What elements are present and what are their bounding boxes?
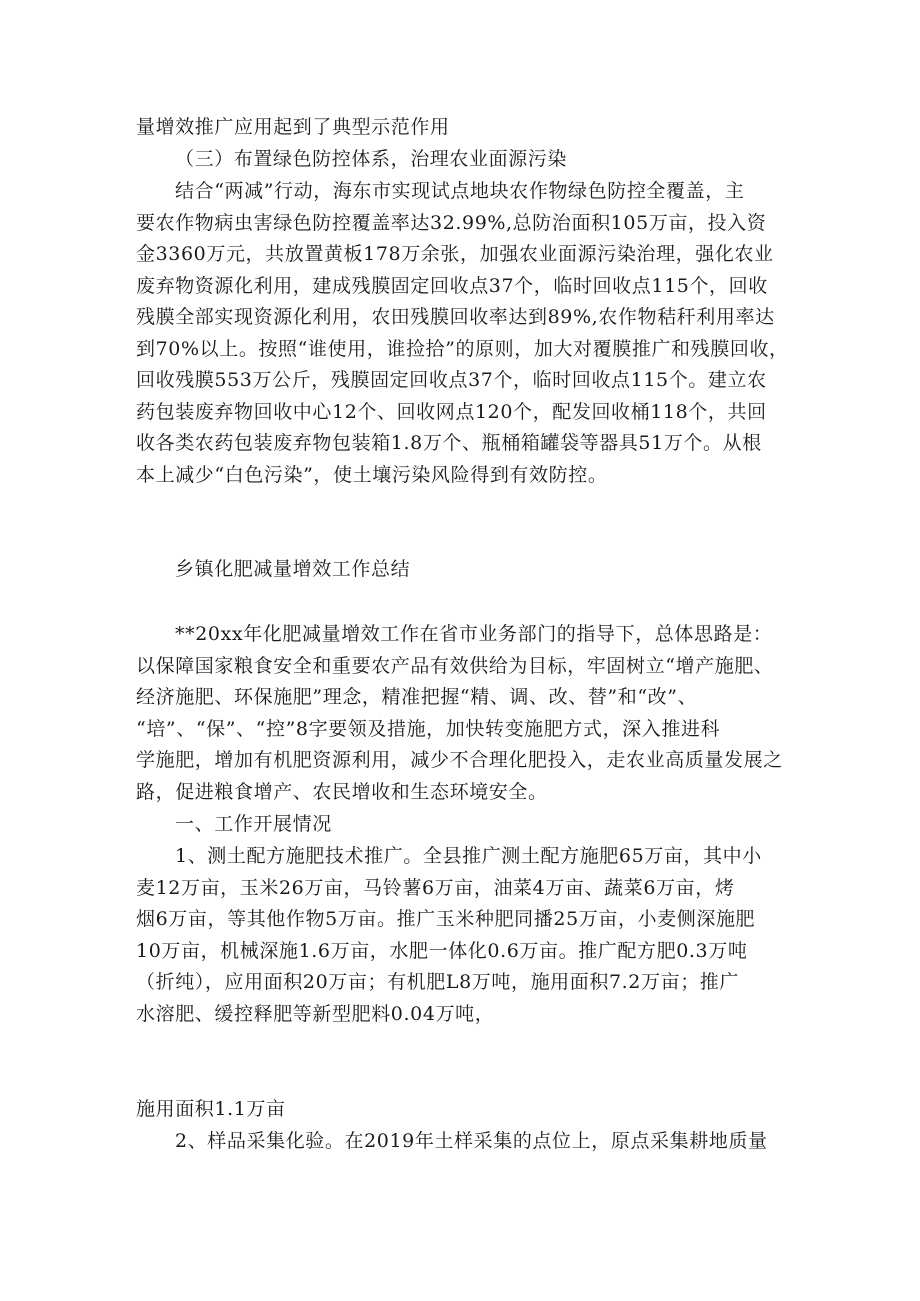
text-line: 残膜全部实现资源化利用，农田残膜回收率达到89%,农作物秸秆利用率达 [136, 306, 775, 328]
text-line: 路，促进粮食增产、农民增收和生态环境安全。 [136, 780, 548, 803]
text-line: 结合“两减”行动，海东市实现试点地块农作物绿色防控全覆盖，主 [175, 180, 745, 202]
text-line: 药包装废弃物回收中心12个、回收网点120个，配发回收桶118个，共回 [136, 400, 767, 423]
document-title: 乡镇化肥减量增效工作总结 [175, 558, 411, 580]
text-line: 量增效推广应用起到了典型示范作用 [136, 116, 450, 138]
section-heading-1: 一、工作开展情况 [175, 813, 332, 835]
text-line: 废弃物资源化利用，建成残膜固定回收点37个，临时回收点115个，回收 [136, 274, 768, 297]
text-line: （折纯），应用面积20万亩；有机肥L8万吨，施用面积7.2万亩；推广 [136, 971, 739, 993]
text-line: **20xx年化肥减量增效工作在省市业务部门的指导下，总体思路是： [175, 623, 773, 645]
text-line: 施用面积1.1万亩 [136, 1098, 286, 1120]
text-line: 学施肥，增加有机肥资源利用，减少不合理化肥投入，走农业高质量发展之 [136, 749, 783, 771]
text-line: 10万亩，机械深施1.6万亩，水肥一体化0.6万亩。推广配方肥0.3万吨 [136, 939, 748, 962]
paragraph-item-1-continued [136, 1094, 786, 1126]
text-line: 1、测土配方施肥技术推广。全县推广测土配方施肥65万亩，其中小 [175, 845, 762, 867]
paragraph-item-1 [136, 841, 786, 1030]
text-line: 麦12万亩，玉米26万亩，马铃薯6万亩，油菜4万亩、蔬菜6万亩，烤 [136, 876, 735, 899]
text-line: 水溶肥、缓控释肥等新型肥料0.04万吨， [136, 1002, 495, 1025]
text-line: 以保障国家粮食安全和重要农产品有效供给为目标，牢固树立“增产施肥、 [136, 654, 774, 677]
text-line: 收各类农药包装废弃物包装箱1.8万个、瓶桶箱罐袋等器具51万个。从根 [136, 432, 762, 454]
text-line: 2、样品采集化验。在2019年土样采集的点位上，原点采集耕地质量 [175, 1130, 768, 1152]
text-line: 经济施肥、环保施肥”理念，精准把握“精、调、改、替”和“改”、 [136, 686, 698, 708]
section-heading-3: （三）布置绿色防控体系，治理农业面源污染 [175, 148, 568, 170]
text-line: 本上减少“白色污染”，使土壤污染风险得到有效防控。 [136, 463, 608, 486]
paragraph-intro [136, 619, 786, 808]
text-line: 烟6万亩，等其他作物5万亩。推广玉米种肥同播25万亩，小麦侧深施肥 [136, 908, 756, 930]
paragraph-green-control [136, 176, 789, 491]
text-line: 到70%以上。按照“谁使用，谁捡拾”的原则，加大对覆膜推广和残膜回收， [136, 337, 789, 360]
text-line: 金3360万元，共放置黄板178万余张，加强农业面源污染治理，强化农业 [136, 243, 774, 265]
text-line: “培”、“保”、“控”8字要领及措施，加快转变施肥方式，深入推进科 [136, 717, 721, 740]
paragraph-item-2 [136, 1126, 786, 1158]
paragraph-fragment-top [136, 112, 786, 144]
text-line: 要农作物病虫害绿色防控覆盖率达32.99%,总防治面积105万亩，投入资 [136, 211, 767, 234]
text-line: 回收残膜553万公斤，残膜固定回收点37个，临时回收点115个。建立农 [136, 369, 767, 391]
